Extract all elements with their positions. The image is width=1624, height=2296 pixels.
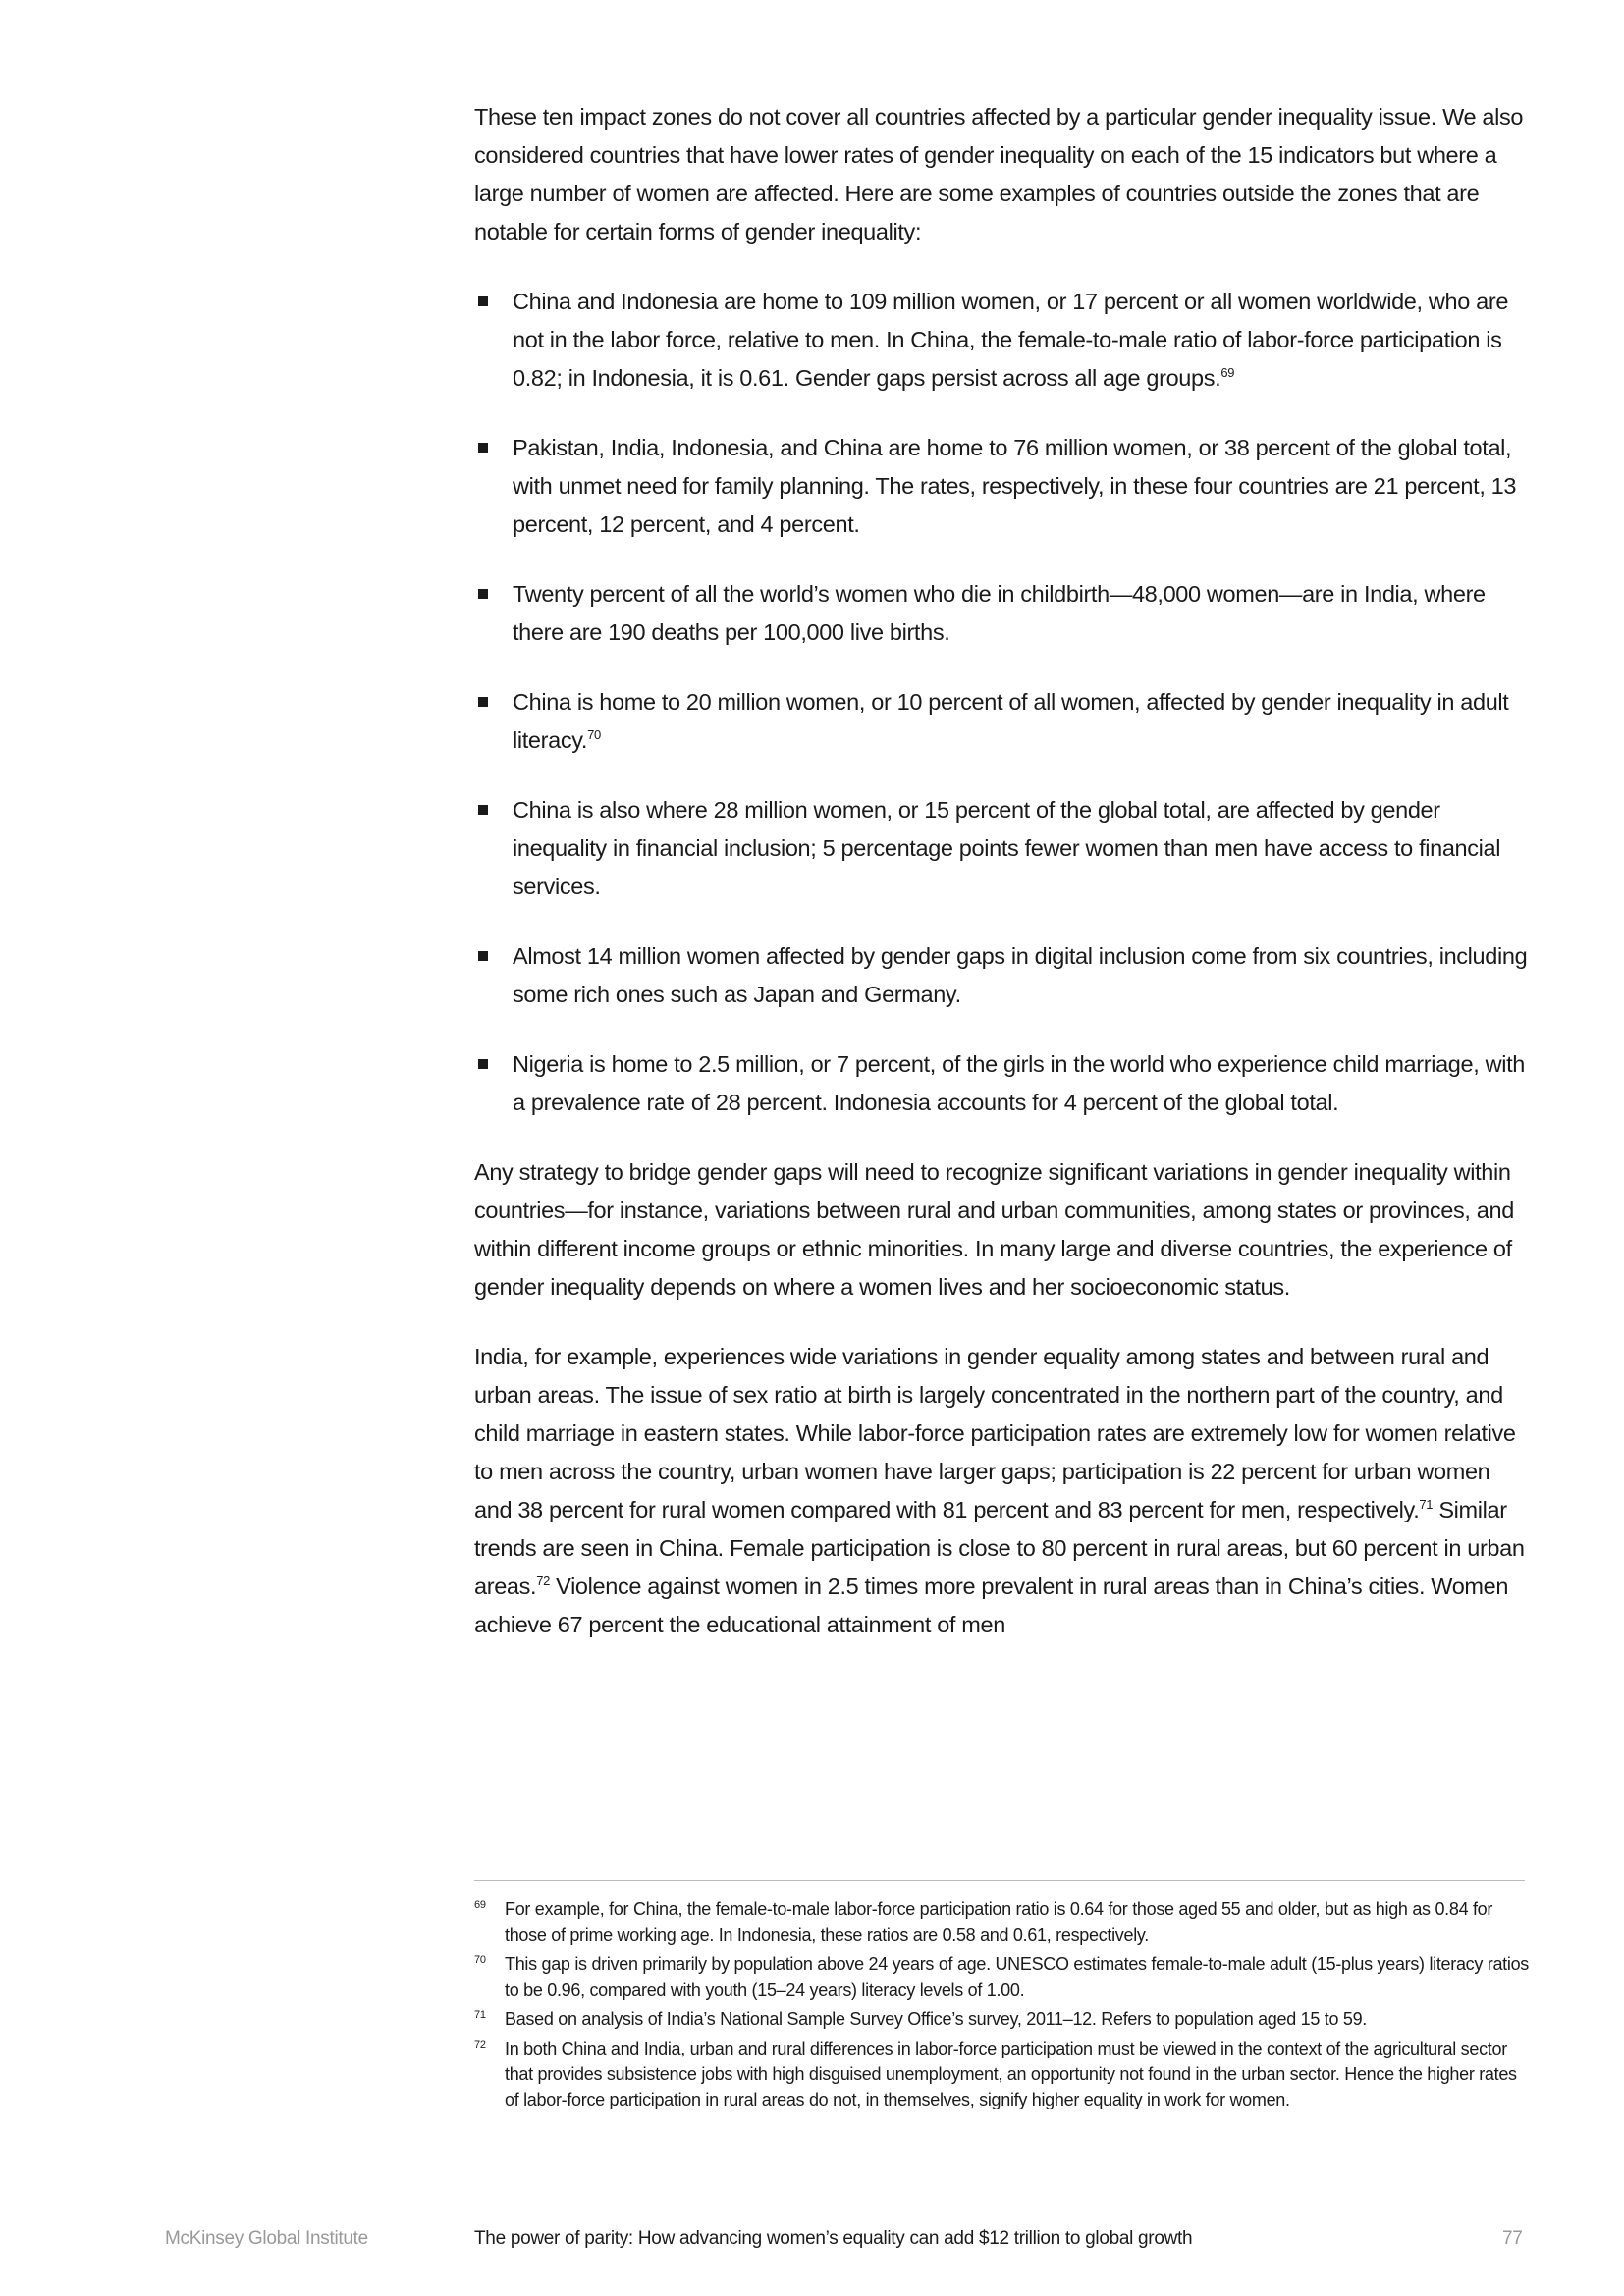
list-item-text: Nigeria is home to 2.5 million, or 7 percent, of the girls in the world who experience child marriage, with a prevalence rate of 28 percent. Indonesia accounts for 4 percent of the global total. <box>513 1051 1525 1115</box>
examples-list <box>474 283 1530 1122</box>
india-text-a: India, for example, experiences wide variations in gender equality among states and between rural and urban areas. The issue of sex ratio at birth is largely concentrated in the northern part of the country, and child marriage in eastern states. While labor-force participation rates are extremely low for women relative to men across the country, urban women have larger gaps; participation is 22 percent for urban women and 38 percent for rural women compared with 81 percent and 83 percent for men, respectively. <box>474 1344 1516 1522</box>
list-item-text: Pakistan, India, Indonesia, and China are home to 76 million women, or 38 percent of the global total, with unmet need for family planning. The rates, respectively, in these four countries are 21 percent, 13 percent, 12 percent, and 4 percent. <box>513 435 1517 537</box>
footnote-text: For example, for China, the female-to-male labor-force participation ratio is 0.64 for those aged 55 and older, but as high as 0.84 for those of prime working age. In Indonesia, these ratios are 0.58 and 0.61, respectively. <box>505 1899 1493 1945</box>
footnote-text: This gap is driven primarily by population above 24 years of age. UNESCO estimates female-to-male adult (15-plus years) literacy ratios to be 0.96, compared with youth (15–24 years) literacy levels of 1.00. <box>505 1954 1529 2000</box>
footnote-ref: 72 <box>536 1574 550 1589</box>
footnote-number: 70 <box>474 1954 486 1966</box>
footnote-text: Based on analysis of India’s National Sample Survey Office’s survey, 2011–12. Refers to population aged 15 to 59. <box>505 2009 1368 2029</box>
india-text-b: Similar trends are seen in China. Female participation is close to 80 percent in rural areas, but 60 percent in urban areas. <box>474 1497 1525 1599</box>
list-item <box>474 283 1530 398</box>
bullet-icon <box>478 1059 488 1069</box>
list-item-text: Twenty percent of all the world’s women who die in childbirth—48,000 women—are in India, where there are 190 deaths per 100,000 live births. <box>513 581 1486 645</box>
footnote-number: 72 <box>474 2039 486 2051</box>
main-column <box>474 98 1530 1676</box>
footnote-ref: 71 <box>1419 1497 1434 1513</box>
list-item <box>474 937 1530 1014</box>
list-item <box>474 683 1530 760</box>
footnote-divider <box>474 1880 1525 1881</box>
list-item-text: Almost 14 million women affected by gender gaps in digital inclusion come from six countries, including some rich ones such as Japan and Germany. <box>513 943 1528 1007</box>
india-text-c: Violence against women in 2.5 times more prevalent in rural areas than in China’s cities. Women achieve 67 percent the educational attainment of men <box>474 1574 1509 1637</box>
list-item <box>474 429 1530 544</box>
bullet-icon <box>478 951 488 961</box>
bullet-icon <box>478 805 488 815</box>
list-item-text: China is also where 28 million women, or 15 percent of the global total, are affected by gender inequality in financial inclusion; 5 percentage points fewer women than men have access to financial services. <box>513 797 1501 899</box>
bullet-icon <box>478 443 488 453</box>
footnote <box>474 2036 1530 2112</box>
footer-report-title: The power of parity: How advancing women’s equality can add $12 trillion to global growth <box>474 2228 1193 2249</box>
list-item <box>474 1045 1530 1122</box>
footnote-number: 69 <box>474 1899 486 1911</box>
strategy-paragraph: Any strategy to bridge gender gaps will need to recognize significant variations in gender inequality within countries—for instance, variations between rural and urban communities, among states or provinces, and within different income groups or ethnic minorities. In many large and diverse countries, the experience of gender inequality depends on where a women lives and her socioeconomic status. <box>474 1159 1514 1300</box>
footnotes <box>474 1896 1530 2116</box>
list-item-text: China and Indonesia are home to 109 million women, or 17 percent or all women worldwide, who are not in the labor force, relative to men. In China, the female-to-male ratio of labor-force participation is 0.82; in Indonesia, it is 0.61. Gender gaps persist across all age groups. <box>513 289 1509 391</box>
footnote-text: In both China and India, urban and rural differences in labor-force participation must be viewed in the context of the agricultural sector that provides subsistence jobs with high disguised unemployment, an opportunity not found in the urban sector. Hence the higher rates of labor-force participation in rural areas do not, in themselves, signify higher equality in work for women. <box>505 2039 1517 2109</box>
footnote <box>474 1951 1530 2002</box>
footnote-ref: 70 <box>587 727 601 743</box>
bullet-icon <box>478 589 488 599</box>
footnote-ref: 69 <box>1220 365 1235 381</box>
list-item-text: China is home to 20 million women, or 10 percent of all women, affected by gender inequality in adult literacy. <box>513 689 1509 753</box>
bullet-icon <box>478 697 488 707</box>
footnote <box>474 1896 1530 1948</box>
intro-paragraph: These ten impact zones do not cover all countries affected by a particular gender inequality issue. We also considered countries that have lower rates of gender inequality on each of the 15 indicators but where a large number of women are affected. Here are some examples of countries outside the zones that are notable for certain forms of gender inequality: <box>474 104 1524 244</box>
footnote-number: 71 <box>474 2009 486 2021</box>
footnote <box>474 2006 1530 2032</box>
list-item <box>474 575 1530 652</box>
footer-publisher: McKinsey Global Institute <box>165 2228 368 2249</box>
india-paragraph <box>474 1338 1530 1644</box>
list-item <box>474 791 1530 906</box>
page-number: 77 <box>1502 2228 1523 2249</box>
bullet-icon <box>478 296 488 306</box>
